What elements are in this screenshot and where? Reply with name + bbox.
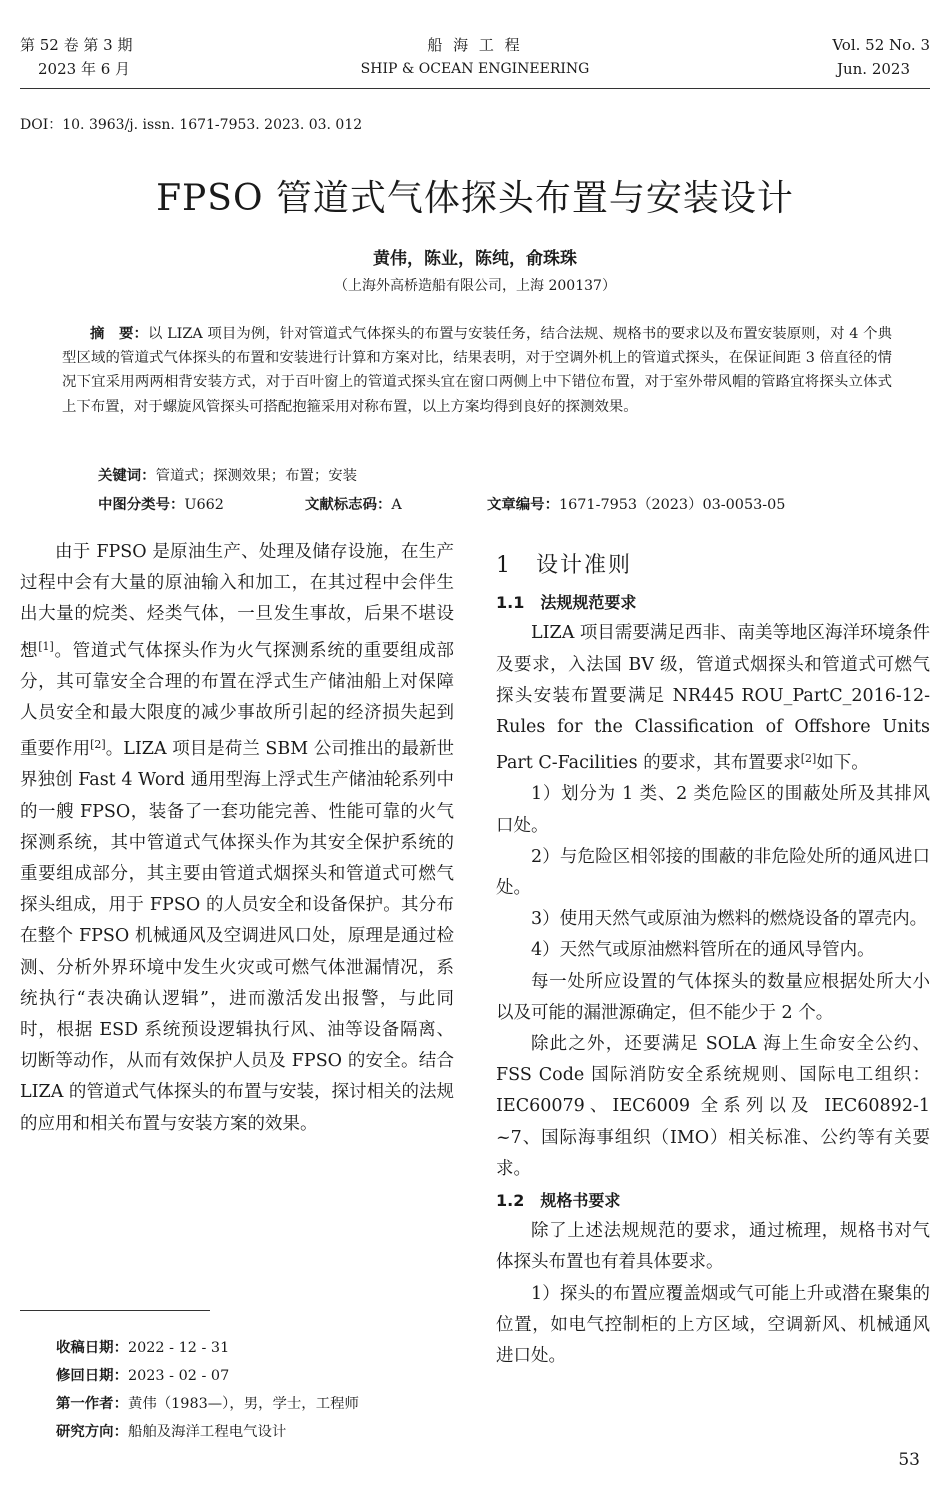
clc-number xyxy=(98,493,224,514)
date-cn: 2023 年 6 月 xyxy=(38,60,131,78)
intro-paragraph xyxy=(20,537,454,1140)
abstract xyxy=(62,322,892,419)
affiliation: （上海外高桥造船有限公司，上海 200137） xyxy=(334,278,616,294)
citation-2: [2] xyxy=(800,752,817,766)
authors: 黄伟，陈业，陈纯，俞珠珠 xyxy=(373,249,577,269)
section-heading: 1 设计准则 xyxy=(496,553,632,578)
intro-text-2: 。管道式气体探头作为火气探测系统的重要组成部分，其可靠安全合理的布置在浮式生产储油船上对保障人员安全和最大限度的减少事故所引起的经济损失起到重要作用 xyxy=(20,640,455,760)
volume-issue-en: Vol. 52 No. 3 xyxy=(832,36,930,54)
revised-value: 2023 - 02 - 07 xyxy=(127,1368,230,1384)
received-label: 收稿日期： xyxy=(56,1340,128,1356)
field-value: 船舶及海洋工程电气设计 xyxy=(127,1424,287,1440)
revised-date xyxy=(56,1364,229,1385)
date-en: Jun. 2023 xyxy=(836,60,910,78)
keywords-text: 管道式；探测效果；布置；安装 xyxy=(155,468,358,484)
list-item: 4）天然气或原油燃料管所在的通风导管内。 xyxy=(531,940,875,961)
author-value: 黄伟（1983—），男，学士，工程师 xyxy=(127,1396,359,1412)
clc-label: 中图分类号： xyxy=(98,497,185,513)
intro-text-1: 由于 FPSO 是原油生产、处理及储存设施，在生产过程中会有大量的原油输入和加工，在其过程中会伴生出大量的烷类、烃类气体，一旦发生事故，后果不堪设想 xyxy=(20,542,454,661)
article-number-label: 文章编号： xyxy=(487,497,559,513)
revised-label: 修回日期： xyxy=(56,1368,128,1384)
citation-1: [1] xyxy=(38,639,54,653)
doc-code-label: 文献标志码： xyxy=(305,497,392,513)
received-value: 2022 - 12 - 31 xyxy=(127,1340,230,1356)
field-label: 研究方向： xyxy=(56,1424,128,1440)
document-code xyxy=(305,493,402,514)
author-label: 第一作者： xyxy=(56,1396,128,1412)
citation-2: [2] xyxy=(90,738,106,752)
left-column xyxy=(20,537,454,1140)
paragraph: 除了上述法规规范的要求，通过梳理，规格书对气体探头布置也有着具体要求。 xyxy=(496,1221,930,1273)
abstract-text: 以 LIZA 项目为例，针对管道式气体探头的布置与安装任务，结合法规、规格书的要求以及布置安装原则，对 4 个典型区域的管道式气体探头的布置和安装进行计算和方案对比，结果表明，对于空调外机上的管道式探头，在保证间距 3 倍直径的情况下宜采用两两相背安装方式，对于百叶窗上的管道式探头宜在窗口两侧上中下错位布置，对于室外带风帽的管路宜将探头立体式上下布置，对于螺旋风管探头可搭配抱箍采用对称布置，以上方案均得到良好的探测效果。 xyxy=(62,326,892,415)
page-number: 53 xyxy=(898,1450,920,1470)
paragraph: 除此之外，还要满足 SOLA 海上生命安全公约、FSS Code 国际消防安全系统规则、国际电工组织：IEC60079、IEC6009 全系列以及 IEC60892-1 ~7、国际海事组织（IMO）相关标准、公约等有关要求。 xyxy=(496,1034,930,1179)
subsection-heading-1-2: 1.2 规格书要求 xyxy=(496,1191,621,1211)
keywords xyxy=(98,464,357,485)
journal-name-cn: 船 海 工 程 xyxy=(427,36,523,54)
keywords-label: 关键词： xyxy=(98,468,156,484)
list-item: 1）探头的布置应覆盖烟或气可能上升或潜在聚集的位置，如电气控制柜的上方区域，空调新风、机械通风进口处。 xyxy=(496,1283,930,1367)
paragraph: 每一处所应设置的气体探头的数量应根据处所大小以及可能的漏泄源确定，但不能少于 2 个。 xyxy=(496,971,930,1023)
paragraph-text: 如下。 xyxy=(816,753,869,774)
footnote-rule xyxy=(20,1310,210,1311)
article-number-text: 1671-7953（2023）03-0053-05 xyxy=(558,497,786,513)
article-number xyxy=(487,493,785,514)
research-field xyxy=(56,1420,286,1441)
subsection-heading-1-1: 1.1 法规规范要求 xyxy=(496,593,637,613)
journal-name-en: SHIP & OCEAN ENGINEERING xyxy=(360,61,590,77)
doi: DOI：10. 3963/j. issn. 1671-7953. 2023. 03. 012 xyxy=(20,117,363,133)
right-column xyxy=(496,550,930,1372)
paragraph xyxy=(496,618,930,779)
clc-text: U662 xyxy=(184,497,224,513)
volume-issue-cn: 第 52 卷 第 3 期 xyxy=(20,36,133,54)
received-date xyxy=(56,1336,229,1357)
intro-text-3: 。LIZA 项目是荷兰 SBM 公司推出的最新世界独创 Fast 4 Word 通用型海上浮式生产储油轮系列中的一艘 FPSO，装备了一套功能完善、性能可靠的火气探测系统，其中管道式气体探头作为其安全保护系统的重要组成部分，其主要由管道式烟探头和管道式可燃气探头组成，用于 FPSO 的人员安全和设备保护。其分布在整个 FPSO 机械通风及空调进风口处，原理是通过检测、分析外界环境中发生火灾或可燃气体泄漏情况，系统执行“表决确认逻辑”，进而激活发出报警，与此同时，根据 ESD 系统预设逻辑执行风、油等设备隔离、切断等动作，从而有效保护人员及 FPSO 的安全。结合 LIZA 的管道式气体探头的布置与安装，探讨相关的法规的应用和相关布置与安装方案的效果。 xyxy=(20,739,454,1134)
list-item: 2）与危险区相邻接的围蔽的非危险处所的通风进口处。 xyxy=(496,846,930,899)
article-title: FPSO 管道式气体探头布置与安装设计 xyxy=(156,178,794,219)
list-item: 1）划分为 1 类、2 类危险区的围蔽处所及其排风口处。 xyxy=(496,784,930,836)
abstract-label: 摘 要： xyxy=(90,326,148,342)
list-item: 3）使用天然气或原油为燃料的燃烧设备的罩壳内。 xyxy=(531,909,928,930)
paragraph-text: LIZA 项目需要满足西非、南美等地区海洋环境条件及要求，入法国 BV 级，管道式烟探头和管道式可燃气探头安装布置要满足 NR445 ROU_PartC_2016-12-Rules for the Classification of Offshore Units Part C-Facilities 的要求，其布置要求 xyxy=(496,623,930,774)
first-author xyxy=(56,1392,359,1413)
header-rule xyxy=(20,88,930,89)
doc-code-text: A xyxy=(391,497,402,513)
